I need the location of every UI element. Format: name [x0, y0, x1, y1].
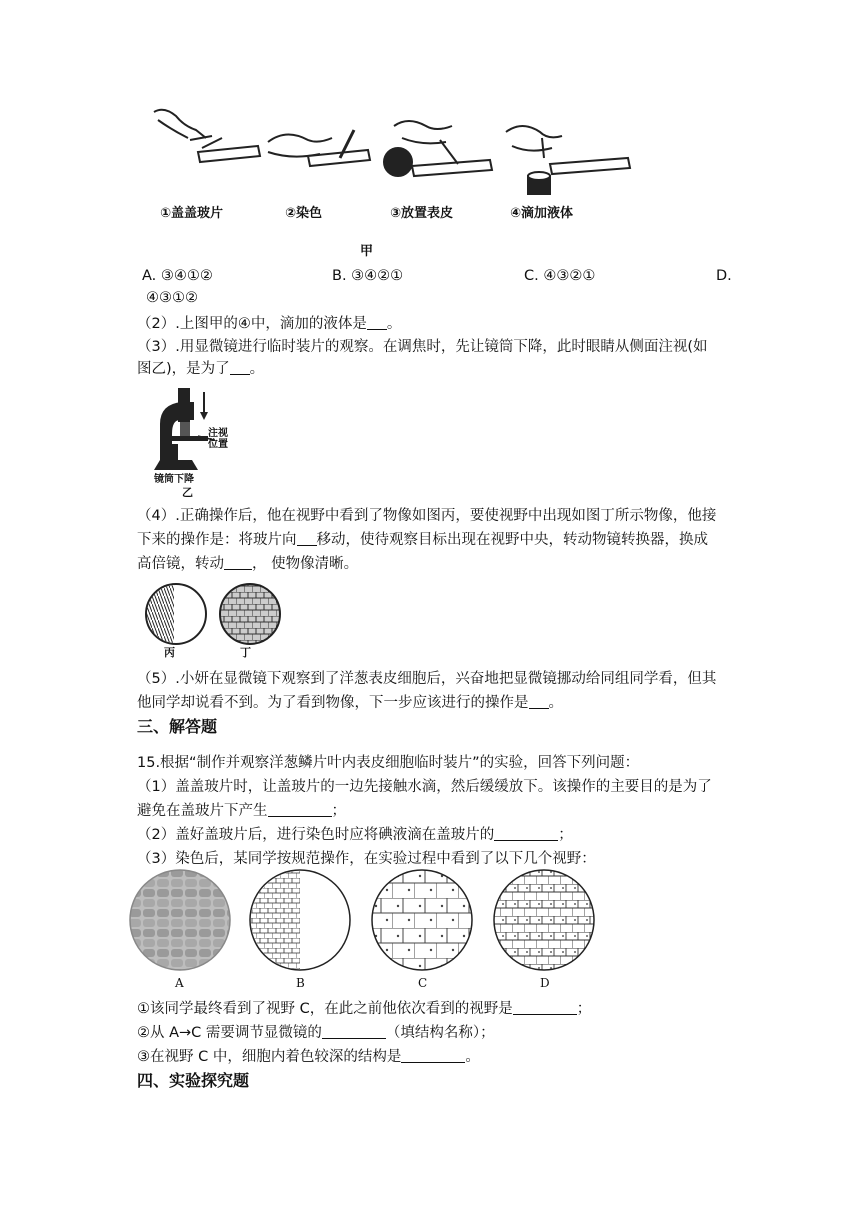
q15-sub3	[137, 1046, 480, 1068]
q15-part2	[137, 824, 573, 846]
question-5-line2	[137, 692, 563, 714]
q3-text: 图乙)，是为了	[137, 361, 230, 377]
option-d-value[interactable]: ④③①②	[146, 290, 198, 306]
q4-blank-knob[interactable]	[224, 554, 252, 570]
q15-p2-blank[interactable]	[494, 825, 558, 841]
option-b[interactable]: B. ③④②①	[332, 268, 404, 284]
question-4-line2	[137, 529, 708, 551]
q5-text: 他同学却说看不到。为了看到物像，下一步应该进行的操作是	[137, 695, 529, 711]
view-a-label: A	[175, 976, 184, 990]
q4-text-a: 下来的操作是：将玻片向	[137, 532, 297, 548]
question-4-line3	[137, 553, 358, 575]
q3-end: 。	[249, 361, 265, 377]
figure-yi-caption: 乙	[182, 486, 193, 499]
q5-end: 。	[548, 695, 563, 711]
tube-lowering-label: 镜筒下降	[154, 474, 194, 485]
figure-bing-ding	[140, 580, 290, 662]
question-3-line2	[137, 358, 264, 380]
q15-s3-blank[interactable]	[401, 1047, 465, 1063]
view-c-label: C	[418, 976, 428, 990]
q2-end: 。	[386, 316, 402, 332]
figure-ding-caption: 丁	[240, 646, 251, 659]
q15-s2-blank[interactable]	[322, 1023, 386, 1039]
watch-position-label: 注视位置	[208, 428, 228, 450]
q15-s1-end: ；	[576, 1001, 592, 1017]
figure-views-abcd	[128, 868, 598, 994]
option-d-letter[interactable]: D.	[716, 268, 732, 284]
q3-blank[interactable]	[230, 359, 250, 375]
q15-part1-line1: （1）盖盖玻片时，让盖玻片的一边先接触水滴，然后缓缓放下。该操作的主要目的是为了	[137, 779, 712, 795]
section-3-title: 三、解答题	[137, 717, 218, 736]
view-b-label: B	[296, 976, 305, 990]
q15-p1-text: 避免在盖玻片下产生	[137, 803, 268, 819]
question-3-line1: （3）.用显微镜进行临时装片的观察。在调焦时，先让镜筒下降，此时眼睛从侧面注视(如	[137, 339, 708, 355]
step-3-label: ③放置表皮	[390, 206, 454, 221]
field-views-bing-ding	[140, 580, 290, 650]
q15-s1-blank[interactable]	[513, 999, 577, 1015]
view-d-label: D	[540, 976, 550, 990]
step-1-label: ①盖盖玻片	[160, 206, 224, 221]
question-4-line1: （4）.正确操作后，他在视野中看到了物像如图丙，要使视野中出现如图丁所示物像，他接	[137, 508, 717, 524]
option-c[interactable]: C. ④③②①	[524, 268, 596, 284]
q4-text-d: ， 使物像清晰。	[252, 556, 359, 572]
q5-blank[interactable]	[529, 693, 549, 709]
q15-s3-end: 。	[465, 1049, 480, 1065]
q4-text-b: 移动，使待观察目标出现在视野中央，转动物镜转换器，换成	[316, 532, 708, 548]
figure-jia-caption: 甲	[360, 244, 374, 259]
q4-text-c: 高倍镜，转动	[137, 556, 224, 572]
q15-sub2	[137, 1022, 495, 1044]
figure-yi	[150, 384, 260, 500]
q15-p1-end: ；	[331, 803, 346, 819]
question-15-stem: 15.根据“制作并观察洋葱鳞片叶内表皮细胞临时装片”的实验，回答下列问题：	[137, 755, 640, 771]
q15-s2-text: ②从 A→C 需要调节显微镜的	[137, 1025, 322, 1041]
figure-bing-caption: 丙	[164, 646, 175, 659]
q15-part3: （3）染色后，某同学按规范操作，在实验过程中看到了以下几个视野：	[137, 851, 596, 867]
q15-p2-text: （2）盖好盖玻片后，进行染色时应将碘液滴在盖玻片的	[137, 827, 495, 843]
q15-sub1	[137, 998, 591, 1020]
step-4-label: ④滴加液体	[510, 206, 574, 221]
q2-blank[interactable]	[367, 314, 387, 330]
question-5-line1: （5）.小妍在显微镜下观察到了洋葱表皮细胞后，兴奋地把显微镜挪动给同组同学看，但其	[137, 671, 717, 687]
figure-jia	[140, 100, 640, 265]
q15-p2-end: ；	[558, 827, 573, 843]
field-views-abcd	[128, 868, 598, 978]
q15-part1-line2	[137, 800, 346, 822]
q15-s2-end: （填结构名称）；	[385, 1025, 495, 1041]
section-4-title: 四、实验探究题	[137, 1071, 250, 1090]
question-2	[137, 313, 401, 335]
q4-blank-direction[interactable]	[297, 530, 317, 546]
step-2-label: ②染色	[285, 206, 323, 221]
q15-s3-text: ③在视野 C 中，细胞内着色较深的结构是	[137, 1049, 402, 1065]
q2-text: （2）.上图甲的④中，滴加的液体是	[137, 316, 367, 332]
q15-p1-blank[interactable]	[268, 801, 332, 817]
option-a[interactable]: A. ③④①②	[142, 268, 213, 284]
q15-s1-text: ①该同学最终看到了视野 C，在此之前他依次看到的视野是	[137, 1001, 513, 1017]
